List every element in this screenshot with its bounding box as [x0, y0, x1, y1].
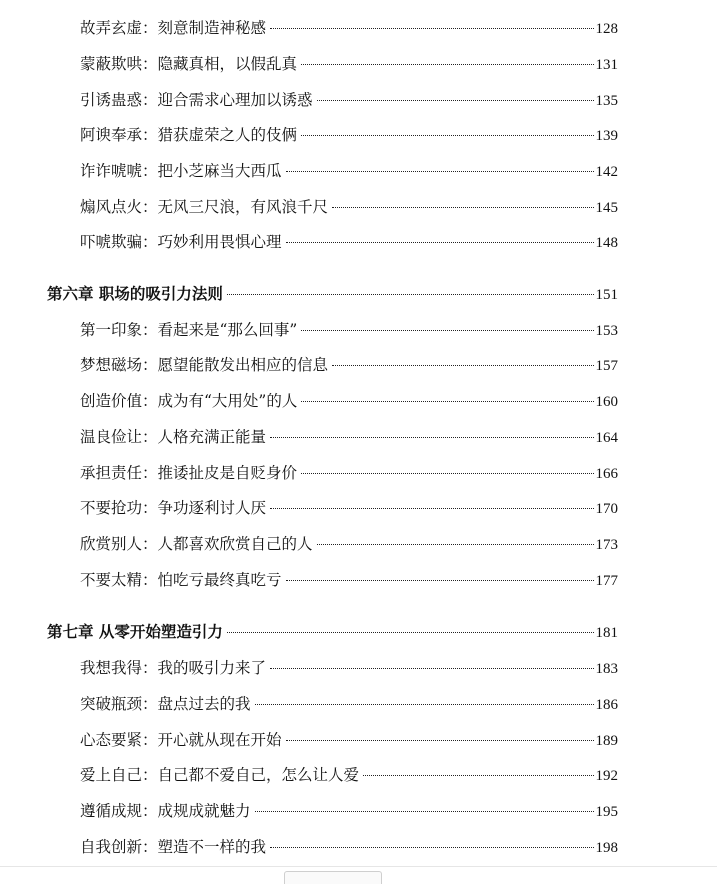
toc-entry-page: 142	[595, 164, 618, 180]
dot-leader	[286, 242, 594, 243]
toc-entry-title: 诈诈唬唬：把小芝麻当大西瓜	[80, 162, 282, 180]
toc-chapter-title: 第六章 职场的吸引力法则	[47, 284, 223, 303]
toc-entry-page: 135	[595, 93, 618, 109]
toc-entry-title: 不要抢功：争功逐利讨人厌	[80, 499, 267, 517]
toc-entry[interactable]	[80, 54, 618, 75]
toc-entry-page: 186	[595, 697, 618, 713]
toc-entry-title: 引诱蛊惑：迎合需求心理加以诱惑	[80, 91, 313, 109]
toc-entry[interactable]	[80, 498, 618, 519]
dot-leader	[363, 775, 593, 776]
toc-entry-title: 欣赏别人：人都喜欢欣赏自己的人	[80, 535, 313, 553]
toc-entry-title: 蒙蔽欺哄：隐藏真相，以假乱真	[80, 55, 298, 73]
toc-entry-page: 131	[595, 57, 618, 73]
toc-entry-page: 195	[595, 804, 618, 820]
dot-leader	[301, 401, 593, 402]
toc-entry[interactable]	[80, 90, 618, 111]
dot-leader	[255, 811, 594, 812]
dot-leader	[255, 704, 594, 705]
toc-entry[interactable]	[80, 534, 618, 555]
toc-entry[interactable]	[80, 125, 618, 146]
toc-entry-page: 166	[595, 466, 618, 482]
toc-entry-page: 153	[595, 323, 618, 339]
toc-entry-page: 148	[595, 235, 618, 251]
toc-entry-title: 第一印象：看起来是“那么回事”	[80, 321, 298, 339]
dot-leader	[317, 100, 594, 101]
toc-entry[interactable]	[80, 765, 618, 786]
toc-entry[interactable]	[80, 658, 618, 679]
toc-entry-page: 160	[595, 394, 618, 410]
dot-leader	[270, 437, 593, 438]
dot-leader	[301, 330, 593, 331]
page-navigation-tab[interactable]	[284, 871, 382, 884]
toc-entry-page: 139	[595, 128, 618, 144]
toc-entry-title: 遵循成规：成规成就魅力	[80, 802, 251, 820]
toc-entry-page: 183	[595, 661, 618, 677]
toc-entry-title: 心态要紧：开心就从现在开始	[80, 731, 282, 749]
toc-entry-title: 爱上自己：自己都不爱自己，怎么让人爱	[80, 766, 360, 784]
toc-entry[interactable]	[80, 694, 618, 715]
toc-entry-title: 我想我得：我的吸引力来了	[80, 659, 267, 677]
toc-entry[interactable]	[80, 355, 618, 376]
toc-entry-page: 164	[595, 430, 618, 446]
toc-entry-page: 170	[595, 501, 618, 517]
toc-entry-title: 不要太精：怕吃亏最终真吃亏	[80, 571, 282, 589]
dot-leader	[227, 294, 594, 295]
toc-entry[interactable]	[80, 391, 618, 412]
dot-leader	[270, 28, 593, 29]
dot-leader	[332, 365, 593, 366]
toc-entry[interactable]	[80, 320, 618, 341]
toc-entry[interactable]	[80, 463, 618, 484]
toc-entry-page: 128	[595, 21, 618, 37]
toc-entry-page: 173	[595, 537, 618, 553]
toc-entry-title: 故弄玄虚：刻意制造神秘感	[80, 19, 267, 37]
toc-entry-page: 189	[595, 733, 618, 749]
dot-leader	[301, 64, 593, 65]
dot-leader	[227, 632, 594, 633]
page-divider	[0, 866, 717, 867]
dot-leader	[301, 135, 593, 136]
dot-leader	[332, 207, 593, 208]
toc-chapter-page: 151	[595, 287, 618, 303]
toc-entry-page: 177	[595, 573, 618, 589]
dot-leader	[286, 740, 594, 741]
dot-leader	[286, 171, 594, 172]
toc-entry-page: 192	[595, 768, 618, 784]
toc-entry-title: 梦想磁场：愿望能散发出相应的信息	[80, 356, 329, 374]
dot-leader	[270, 847, 593, 848]
dot-leader	[270, 668, 593, 669]
toc-entry-page: 198	[595, 840, 618, 856]
toc-entry-title: 温良俭让：人格充满正能量	[80, 428, 267, 446]
dot-leader	[301, 473, 593, 474]
toc-entry[interactable]	[80, 801, 618, 822]
dot-leader	[317, 544, 594, 545]
toc-entry-title: 阿谀奉承：猎获虚荣之人的伎俩	[80, 126, 298, 144]
toc-entry-title: 自我创新：塑造不一样的我	[80, 838, 267, 856]
toc-entry-title: 创造价值：成为有“大用处”的人	[80, 392, 298, 410]
toc-entry-title: 煽风点火：无风三尺浪，有风浪千尺	[80, 198, 329, 216]
toc-entry[interactable]	[80, 730, 618, 751]
toc-entry[interactable]	[80, 18, 618, 39]
dot-leader	[286, 580, 594, 581]
toc-entry[interactable]	[80, 197, 618, 218]
toc-entry[interactable]	[80, 427, 618, 448]
toc-entry[interactable]	[80, 837, 618, 858]
toc-entry[interactable]	[80, 232, 618, 253]
dot-leader	[270, 508, 593, 509]
toc-entry-title: 突破瓶颈：盘点过去的我	[80, 695, 251, 713]
toc-entry-title: 吓唬欺骗：巧妙利用畏惧心理	[80, 233, 282, 251]
toc-entry[interactable]	[80, 570, 618, 591]
toc-entry-page: 157	[595, 358, 618, 374]
toc-chapter[interactable]	[47, 622, 618, 643]
toc-entry[interactable]	[80, 161, 618, 182]
toc-chapter-title: 第七章 从零开始塑造引力	[47, 622, 223, 641]
toc-entry-title: 承担责任：推诿扯皮是自贬身价	[80, 464, 298, 482]
toc-chapter[interactable]	[47, 284, 618, 305]
toc-chapter-page: 181	[595, 625, 618, 641]
toc-entry-page: 145	[595, 200, 618, 216]
